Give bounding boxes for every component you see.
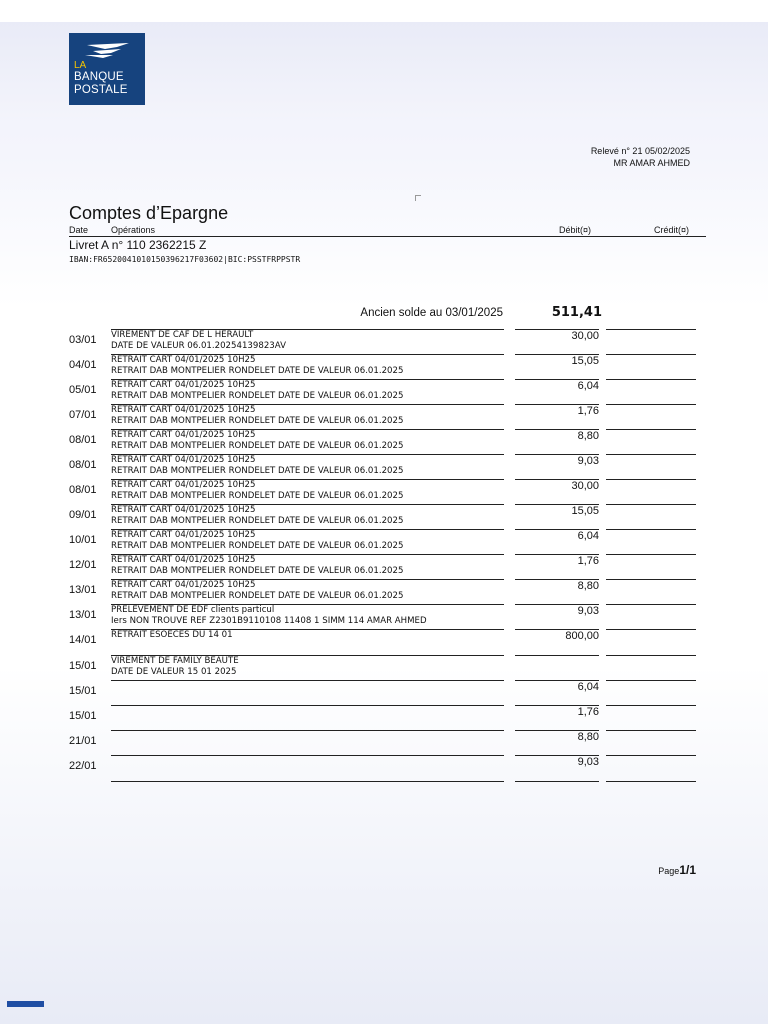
row-operation-line2: DATE DE VALEUR 15 01 2025 bbox=[111, 667, 237, 677]
row-operation-line2: RETRAIT DAB MONTPELIER RONDELET DATE DE VALEUR 06.01.2025 bbox=[111, 541, 404, 551]
row-debit: 9,03 bbox=[515, 454, 599, 468]
row-operation bbox=[111, 604, 504, 627]
account-iban: IBAN:FR6520041010150396217F03602|BIC:PSSTFRPPSTR bbox=[69, 255, 301, 264]
row-operation-line1: RETRAIT CART 04/01/2025 10H25 bbox=[111, 480, 256, 490]
row-operation-line1: RETRAIT CART 04/01/2025 10H25 bbox=[111, 580, 256, 590]
row-date: 21/01 bbox=[69, 735, 97, 747]
row-debit: 6,04 bbox=[515, 680, 599, 694]
row-date: 13/01 bbox=[69, 584, 97, 596]
row-operation bbox=[111, 404, 504, 427]
table-row bbox=[0, 405, 768, 430]
page-value: 1/1 bbox=[679, 863, 696, 877]
row-operation bbox=[111, 429, 504, 452]
end-line-credit bbox=[606, 781, 696, 782]
row-debit: 15,05 bbox=[515, 354, 599, 368]
row-credit bbox=[606, 730, 696, 732]
row-operation bbox=[111, 379, 504, 402]
row-operation-line1: RETRAIT CART 04/01/2025 10H25 bbox=[111, 430, 256, 440]
row-operation-line2: RETRAIT DAB MONTPELIER RONDELET DATE DE VALEUR 06.01.2025 bbox=[111, 416, 404, 426]
table-row bbox=[0, 480, 768, 505]
row-operation bbox=[111, 579, 504, 602]
row-operation bbox=[111, 705, 504, 706]
row-debit: 1,76 bbox=[515, 404, 599, 418]
row-date: 15/01 bbox=[69, 710, 97, 722]
row-operation-line1: RETRAIT CART 04/01/2025 10H25 bbox=[111, 380, 256, 390]
row-operation-line2: RETRAIT DAB MONTPELIER RONDELET DATE DE VALEUR 06.01.2025 bbox=[111, 566, 404, 576]
row-date: 03/01 bbox=[69, 334, 97, 346]
row-credit bbox=[606, 579, 696, 581]
table-row bbox=[0, 555, 768, 580]
row-operation bbox=[111, 755, 504, 756]
row-operation bbox=[111, 454, 504, 477]
bird-logo-icon bbox=[77, 39, 137, 61]
header-divider bbox=[69, 236, 706, 237]
table-row bbox=[0, 580, 768, 605]
row-operation bbox=[111, 504, 504, 527]
row-credit bbox=[606, 655, 696, 657]
table-end-lines bbox=[0, 781, 768, 782]
column-header-credit: Crédit(¤) bbox=[654, 225, 690, 235]
statement-number: Relevé n° 21 05/02/2025 bbox=[590, 146, 690, 156]
table-row bbox=[0, 380, 768, 405]
row-debit: 9,03 bbox=[515, 604, 599, 618]
row-operation-line1: RETRAIT CART 04/01/2025 10H25 bbox=[111, 455, 256, 465]
page-number bbox=[658, 863, 696, 877]
crop-mark bbox=[415, 195, 421, 201]
row-date: 15/01 bbox=[69, 685, 97, 697]
row-date: 13/01 bbox=[69, 609, 97, 621]
row-date: 07/01 bbox=[69, 409, 97, 421]
row-debit: 15,05 bbox=[515, 504, 599, 518]
table-row bbox=[0, 706, 768, 731]
logo-la: LA bbox=[74, 60, 87, 71]
previous-balance-label: Ancien solde au 03/01/2025 bbox=[360, 307, 503, 319]
corner-accent-bar bbox=[7, 1001, 44, 1007]
row-operation bbox=[111, 655, 504, 678]
row-date: 14/01 bbox=[69, 634, 97, 646]
row-operation-line1: RETRAIT CART 04/01/2025 10H25 bbox=[111, 405, 256, 415]
column-header-operations: Opérations bbox=[111, 225, 156, 235]
row-operation-line2: RETRAIT DAB MONTPELIER RONDELET DATE DE VALEUR 06.01.2025 bbox=[111, 441, 404, 451]
row-date: 05/01 bbox=[69, 384, 97, 396]
row-operation-line1: VIREMENT DE CAF DE L HERAULT bbox=[111, 330, 254, 340]
row-credit bbox=[606, 755, 696, 757]
row-debit: 800,00 bbox=[515, 629, 599, 643]
row-operation-line1: RETRAIT ESOECES DU 14 01 bbox=[111, 630, 233, 640]
row-credit bbox=[606, 629, 696, 631]
row-credit bbox=[606, 479, 696, 481]
row-date: 15/01 bbox=[69, 660, 97, 672]
row-debit: 8,80 bbox=[515, 730, 599, 744]
row-debit: 1,76 bbox=[515, 554, 599, 568]
table-row bbox=[0, 330, 768, 355]
table-row bbox=[0, 530, 768, 555]
row-debit: 8,80 bbox=[515, 429, 599, 443]
row-credit bbox=[606, 429, 696, 431]
row-date: 08/01 bbox=[69, 459, 97, 471]
row-date: 22/01 bbox=[69, 760, 97, 772]
column-header-debit: Débit(¤) bbox=[559, 225, 592, 235]
row-credit bbox=[606, 404, 696, 406]
section-title: Comptes d’Epargne bbox=[69, 203, 229, 223]
table-row bbox=[0, 630, 768, 655]
row-operation-line1: RETRAIT CART 04/01/2025 10H25 bbox=[111, 505, 256, 515]
table-row bbox=[0, 731, 768, 756]
row-operation-line2: RETRAIT DAB MONTPELIER RONDELET DATE DE VALEUR 06.01.2025 bbox=[111, 491, 404, 501]
row-operation-line2: RETRAIT DAB MONTPELIER RONDELET DATE DE VALEUR 06.01.2025 bbox=[111, 366, 404, 376]
row-date: 10/01 bbox=[69, 534, 97, 546]
client-name: MR AMAR AHMED bbox=[613, 158, 690, 168]
top-strip bbox=[0, 0, 768, 22]
row-operation bbox=[111, 680, 504, 681]
row-date: 08/01 bbox=[69, 484, 97, 496]
end-line-operations bbox=[111, 781, 504, 782]
previous-balance-value: 511,41 bbox=[551, 305, 602, 320]
table-row bbox=[0, 505, 768, 530]
row-operation-line1: RETRAIT CART 04/01/2025 10H25 bbox=[111, 530, 256, 540]
row-credit bbox=[606, 354, 696, 356]
table-row bbox=[0, 656, 768, 681]
row-date: 04/01 bbox=[69, 359, 97, 371]
bank-logo bbox=[69, 33, 145, 105]
row-debit: 8,80 bbox=[515, 579, 599, 593]
row-debit: 6,04 bbox=[515, 379, 599, 393]
row-operation bbox=[111, 629, 504, 641]
row-debit bbox=[515, 655, 599, 656]
account-name: Livret A n° 110 2362215 Z bbox=[69, 238, 207, 252]
row-operation-line2: RETRAIT DAB MONTPELIER RONDELET DATE DE VALEUR 06.01.2025 bbox=[111, 391, 404, 401]
row-credit bbox=[606, 705, 696, 707]
table-row bbox=[0, 355, 768, 380]
row-operation bbox=[111, 354, 504, 377]
row-debit: 6,04 bbox=[515, 529, 599, 543]
row-debit: 1,76 bbox=[515, 705, 599, 719]
table-row bbox=[0, 681, 768, 706]
table-row bbox=[0, 430, 768, 455]
row-debit: 30,00 bbox=[515, 329, 599, 343]
row-credit bbox=[606, 680, 696, 682]
row-credit bbox=[606, 454, 696, 456]
row-credit bbox=[606, 529, 696, 531]
row-date: 09/01 bbox=[69, 509, 97, 521]
row-operation-line1: PRELEVEMENT DE EDF clients particul bbox=[111, 605, 275, 615]
row-operation-line2: Iers NON TROUVE REF Z2301B9110108 11408 1 SIMM 114 AMAR AHMED bbox=[111, 616, 427, 626]
row-operation-line1: RETRAIT CART 04/01/2025 10H25 bbox=[111, 555, 256, 565]
row-operation-line1: VIREMENT DE FAMILY BEAUTE bbox=[111, 656, 239, 666]
row-debit: 9,03 bbox=[515, 755, 599, 769]
row-credit bbox=[606, 504, 696, 506]
page-prefix: Page bbox=[658, 866, 680, 876]
logo-banque: BANQUE bbox=[74, 71, 124, 83]
column-header-date: Date bbox=[69, 225, 89, 235]
row-date: 12/01 bbox=[69, 559, 97, 571]
end-line-debit bbox=[515, 781, 599, 782]
logo-postale: POSTALE bbox=[74, 84, 128, 96]
row-date: 08/01 bbox=[69, 434, 97, 446]
row-operation-line2: DATE DE VALEUR 06.01.20254139823AV bbox=[111, 341, 286, 351]
row-operation-line2: RETRAIT DAB MONTPELIER RONDELET DATE DE VALEUR 06.01.2025 bbox=[111, 591, 404, 601]
row-credit bbox=[606, 329, 696, 331]
row-credit bbox=[606, 554, 696, 556]
table-row bbox=[0, 756, 768, 781]
row-operation bbox=[111, 529, 504, 552]
row-operation-line1: RETRAIT CART 04/01/2025 10H25 bbox=[111, 355, 256, 365]
row-operation bbox=[111, 730, 504, 731]
table-row bbox=[0, 455, 768, 480]
row-operation bbox=[111, 329, 504, 352]
row-operation bbox=[111, 554, 504, 577]
statement-header bbox=[591, 145, 690, 169]
row-debit: 30,00 bbox=[515, 479, 599, 493]
row-credit bbox=[606, 379, 696, 381]
row-operation-line2: RETRAIT DAB MONTPELIER RONDELET DATE DE VALEUR 06.01.2025 bbox=[111, 466, 404, 476]
row-operation bbox=[111, 479, 504, 502]
table-row bbox=[0, 605, 768, 630]
row-credit bbox=[606, 604, 696, 606]
row-operation-line2: RETRAIT DAB MONTPELIER RONDELET DATE DE VALEUR 06.01.2025 bbox=[111, 516, 404, 526]
